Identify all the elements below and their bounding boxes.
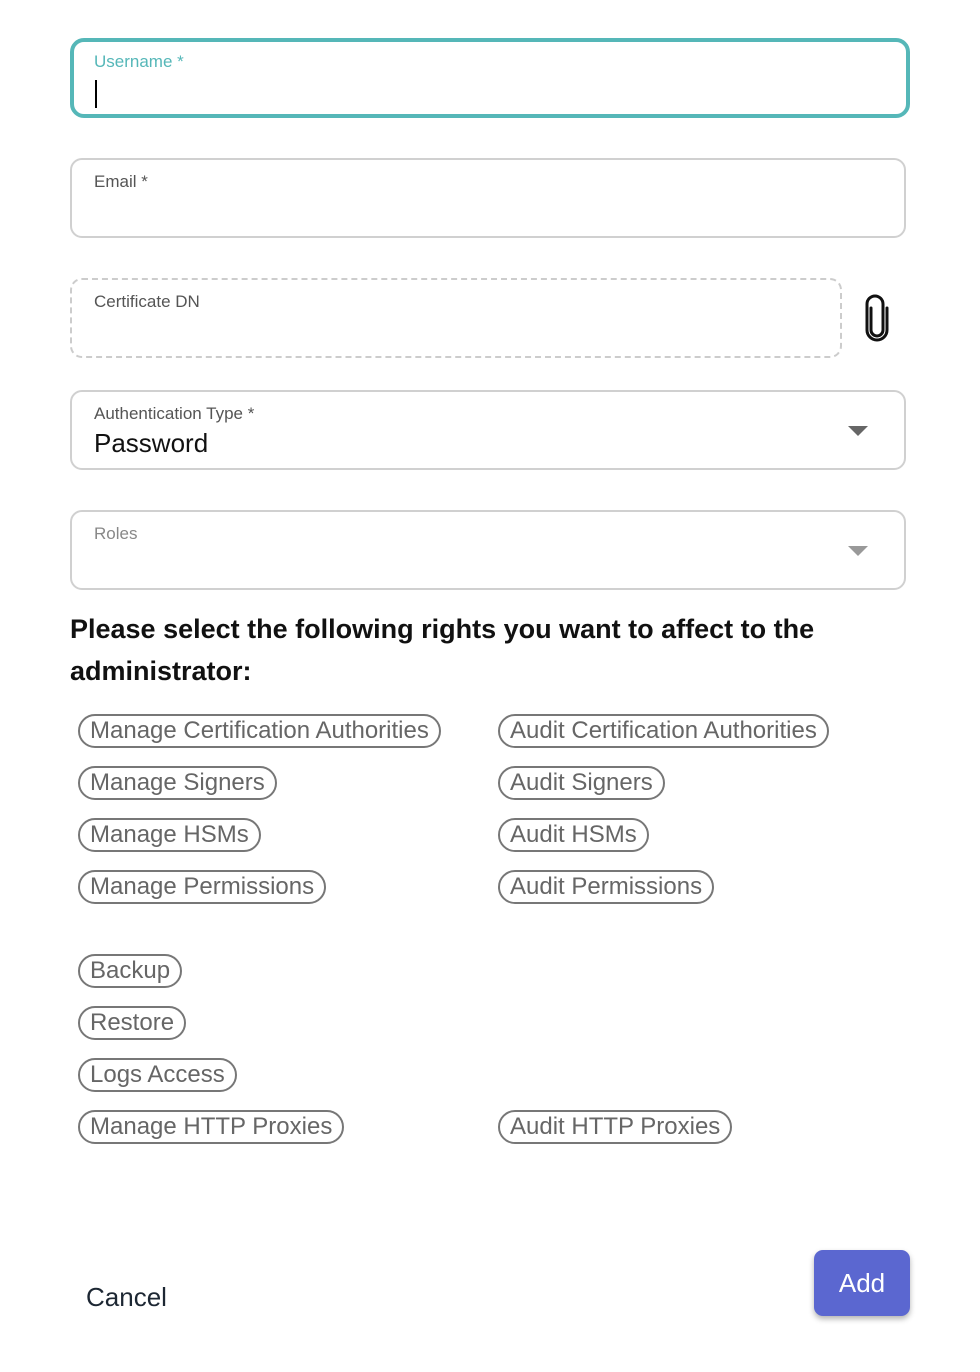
right-chip[interactable]: Manage HSMs: [78, 818, 261, 852]
rights-heading: Please select the following rights you want to affect to the administrator:: [70, 614, 815, 686]
right-chip[interactable]: Manage HTTP Proxies: [78, 1110, 344, 1144]
paperclip-icon[interactable]: [862, 294, 892, 347]
right-chip[interactable]: Restore: [78, 1006, 186, 1040]
username-label: Username *: [94, 52, 184, 71]
right-chip[interactable]: Audit Signers: [498, 766, 665, 800]
right-chip[interactable]: Manage Certification Authorities: [78, 714, 441, 748]
right-chip[interactable]: Audit HTTP Proxies: [498, 1110, 732, 1144]
email-label: Email *: [94, 172, 148, 191]
certificate-dn-label: Certificate DN: [94, 292, 200, 311]
right-chip[interactable]: Backup: [78, 954, 182, 988]
right-chip[interactable]: Manage Signers: [78, 766, 277, 800]
right-chip[interactable]: Audit Certification Authorities: [498, 714, 829, 748]
email-field[interactable]: [70, 158, 906, 238]
cancel-button[interactable]: Cancel: [86, 1282, 167, 1312]
chevron-down-icon: [848, 426, 868, 436]
roles-label: Roles: [94, 524, 138, 543]
roles-select[interactable]: [70, 510, 906, 590]
right-chip[interactable]: Audit Permissions: [498, 870, 714, 904]
text-caret: [95, 80, 97, 108]
add-button[interactable]: Add: [814, 1250, 910, 1316]
certificate-dn-field[interactable]: [70, 278, 842, 358]
chevron-down-icon: [848, 546, 868, 556]
right-chip[interactable]: Manage Permissions: [78, 870, 326, 904]
authentication-type-label: Authentication Type *: [94, 404, 255, 423]
authentication-type-select[interactable]: [70, 390, 906, 470]
right-chip[interactable]: Logs Access: [78, 1058, 237, 1092]
right-chip[interactable]: Audit HSMs: [498, 818, 649, 852]
username-field[interactable]: [70, 38, 910, 118]
authentication-type-value: Password: [94, 428, 209, 458]
